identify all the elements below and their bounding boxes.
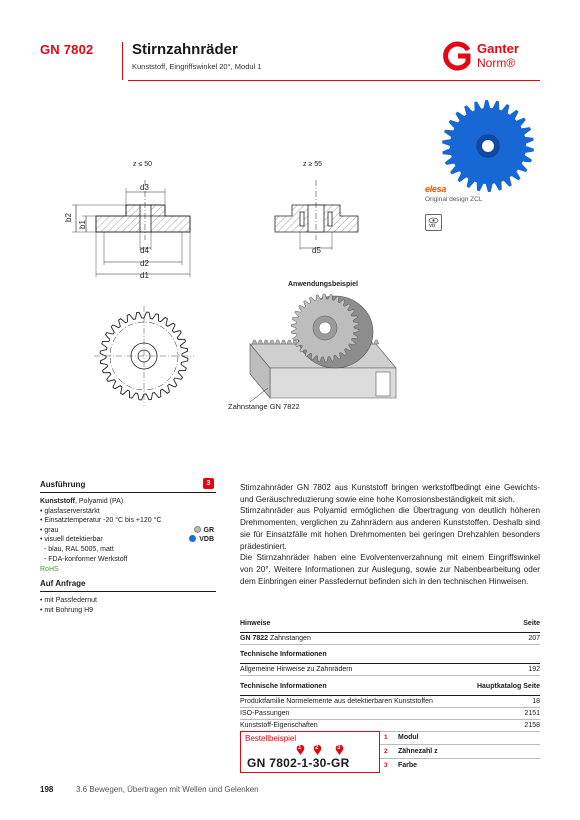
list-item (380, 745, 540, 759)
detectable-badge: 3 (203, 478, 214, 489)
tech-info-header-2 (240, 683, 540, 696)
hinweise-table (240, 620, 540, 645)
reference-text: Zahnstangen (268, 635, 311, 642)
anfrage-heading-text: Auf Anfrage (40, 579, 86, 589)
visually-detectable-icon (425, 214, 442, 231)
legend-number: 3 (384, 762, 388, 769)
tech-info-table-2 (240, 683, 540, 732)
tech-info-row-text: Allgemeine Hinweise zu Zahnrädern (240, 666, 353, 673)
description-paragraph-1: Stirnzahnräder GN 7802 aus Kunststoff bringen werkstoffbedingt eine Gewichts- und Geräuschreduzierung sowie eine hohe Korrosionsbeständigkeit mit sich. (240, 483, 540, 504)
table-row[interactable] (240, 696, 540, 708)
tech-row-text: Kunststoff-Eigenschaften (240, 722, 318, 729)
dim-d3: d3 (140, 183, 149, 192)
spec-item-grey-text: • grau (40, 526, 59, 534)
gear-front-view (94, 306, 194, 406)
table-row[interactable] (240, 664, 540, 676)
description-paragraph-3: Die Stirnzahnräder haben eine Evolventenverzahnung mit einem Eingriffswinkel von 20°. Weitere Informationen zur Auslegung, sowie zur Nabenbearbeitung oder dem Einbringen einer Passfedernut befinden sich in den technischen Hinweisen. (240, 553, 540, 586)
order-example-title: Bestellbeispiel (245, 734, 297, 743)
tech-row-text: ISO-Passungen (240, 710, 290, 717)
section-drawing-z55 (275, 180, 358, 250)
anfrage-item: • mit Bohrung H9 (40, 606, 94, 614)
blue-swatch-icon (189, 535, 196, 542)
spec-item-detectable (40, 535, 216, 545)
page-footer (40, 785, 259, 794)
grey-swatch-icon (194, 526, 201, 533)
tech-info-row-page: 192 (528, 666, 540, 673)
list-item (380, 759, 540, 773)
legend-number: 1 (384, 734, 388, 741)
anfrage-heading (40, 579, 216, 592)
table-row[interactable] (240, 633, 540, 645)
product-code: GN 7802 (40, 42, 94, 57)
rack-tooth (258, 340, 263, 344)
page-title: Stirnzahnräder (132, 41, 238, 58)
tech-info-header-1-label: Technische Informationen (240, 651, 327, 658)
reference-code: GN 7822 (240, 635, 269, 642)
rack-tooth (287, 340, 292, 344)
rack-tooth (275, 340, 280, 344)
tech-info-header-2-page: Hauptkatalog Seite (476, 683, 540, 690)
vd-badge-text: VD (429, 223, 436, 228)
spec-item-grey (40, 526, 216, 536)
rack-tooth (374, 340, 379, 344)
application-illustration (250, 294, 396, 402)
tech-row-page: 2158 (524, 722, 540, 729)
vdb-code-text: VDB (199, 536, 214, 544)
spec-sub-item: - FDA-konformer Werkstoff (44, 555, 128, 563)
dim-d2: d2 (140, 259, 149, 268)
gr-code-text: GR (203, 526, 214, 534)
rack-label: Zahnstange GN 7822 (228, 402, 300, 411)
ausfuehrung-heading-text: Ausführung (40, 480, 86, 489)
color-code-vdb (189, 535, 214, 545)
dim-b2: b2 (63, 213, 73, 222)
tech-row-page: 18 (532, 698, 540, 705)
legend-number: 2 (384, 748, 388, 755)
tech-info-table-1 (240, 651, 540, 676)
spec-sub-item: - blau, RAL 5005, matt (44, 545, 114, 553)
page-number: 198 (40, 785, 54, 794)
logo-text-norm: Norm® (477, 56, 516, 70)
legend-label: Farbe (398, 762, 418, 769)
material-name: Kunststoff (40, 498, 75, 505)
logo-text-ganter: Ganter (477, 41, 519, 56)
spec-item: • glasfaserverstärkt (40, 507, 100, 515)
dim-d4: d4 (140, 246, 149, 255)
hinweise-header-page: Seite (523, 620, 540, 627)
gear-product-photo (442, 100, 534, 192)
description (240, 482, 540, 587)
pin-2-label: 2 (315, 745, 319, 751)
dim-b1: b1 (77, 220, 87, 229)
color-code-gr (194, 526, 215, 536)
legend-label: Zähnezahl z (398, 748, 438, 755)
list-item (380, 731, 540, 745)
anfrage-item: • mit Passfedernut (40, 597, 97, 605)
spec-item: • Einsatztemperatur -20 °C bis +120 °C (40, 517, 162, 525)
page-subtitle: Kunststoff, Eingriffswinkel 20°, Modul 1 (132, 62, 262, 71)
order-legend (380, 731, 540, 773)
description-paragraph-2: Stirnzahnräder aus Polyamid ermöglichen die Übertragung von deutlich höheren Drehmomenten, verglichen zu Zahnrädern aus anderen Kunststoffen. Deshalb sind sie für Einsatzfälle mit hohen Drehmomenten bei geringen Drehzahlen besonders prädestiniert. (240, 506, 540, 551)
material-detail: , Polyamid (PA) (75, 498, 124, 505)
dim-d1: d1 (140, 271, 149, 280)
label-z-large: z ≥ 55 (303, 161, 323, 168)
rohs-mark: RoHS (40, 566, 59, 574)
tech-info-header-2-label: Technische Informationen (240, 683, 327, 690)
elesa-logo: elesa (425, 184, 447, 194)
spec-item-detectable-text: • visuell detektierbar (40, 536, 103, 544)
original-design-note: Original design ZCL (425, 196, 483, 203)
tech-row-page: 2151 (524, 710, 540, 717)
order-code: GN 7802-1-30-GR (247, 756, 350, 770)
tech-info-header-1 (240, 651, 540, 664)
ausfuehrung-heading (40, 480, 216, 493)
hinweise-header (240, 620, 540, 633)
rack-tooth (264, 340, 269, 344)
label-z-small: z ≤ 50 (133, 161, 153, 168)
table-row[interactable] (240, 708, 540, 720)
rack-tooth (281, 340, 286, 344)
reference-page: 207 (528, 635, 540, 642)
hinweise-header-label: Hinweise (240, 620, 271, 627)
chapter-title: 3.6 Bewegen, Übertragen mit Wellen und Gelenken (76, 785, 259, 794)
material-line (40, 497, 216, 507)
specification-column (40, 480, 216, 615)
order-example (240, 731, 540, 773)
legend-label: Modul (398, 734, 419, 741)
tech-row-text: Produktfamilie Normelemente aus detektierbaren Kunststoffen (240, 698, 433, 705)
rack-tooth (252, 340, 257, 344)
pin-3-label: 3 (337, 745, 341, 751)
order-example-box (240, 731, 380, 773)
dim-d5: d5 (312, 246, 321, 255)
pin-1-label: 1 (298, 745, 302, 751)
rack-tooth (269, 340, 274, 344)
section-drawing-z50 (72, 180, 190, 277)
application-example-title: Anwendungsbeispiel (288, 281, 359, 288)
